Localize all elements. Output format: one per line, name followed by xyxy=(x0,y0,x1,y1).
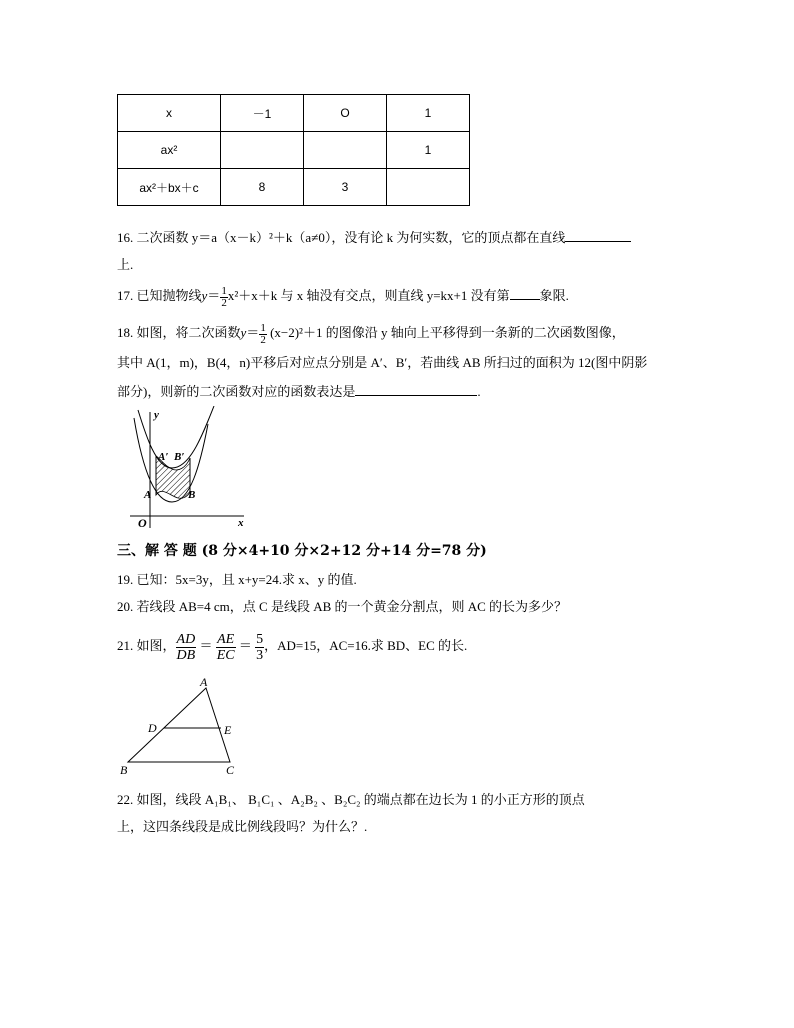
question-18-prefix: 18. 如图，将二次函数 xyxy=(117,325,241,340)
question-18-line3 xyxy=(117,383,481,401)
var-y: y xyxy=(201,288,208,303)
label-e: E xyxy=(224,723,232,737)
table-row xyxy=(118,169,470,206)
fraction-denominator: EC xyxy=(216,647,235,663)
question-21-prefix: 21. 如图， xyxy=(117,638,176,653)
fraction-numerator: AD xyxy=(176,631,196,647)
label-y: y xyxy=(154,409,159,421)
question-19: 19. 已知：5x=3y，且 x+y=24.求 x、y 的值. xyxy=(117,572,357,587)
question-18-line3-text: 部分)，则新的二次函数对应的函数表达是 xyxy=(117,384,356,399)
question-17-expr: x²＋x＋k 与 x 轴没有交点，则直线 y=kx+1 没有第 xyxy=(227,288,510,303)
fraction-numerator: AE xyxy=(217,631,235,647)
answer-blank xyxy=(510,287,540,300)
var-y: y xyxy=(240,325,247,340)
fraction-denominator: 2 xyxy=(260,333,266,346)
question-16-line2: 上. xyxy=(117,257,134,272)
answer-blank xyxy=(355,383,477,396)
table-cell: －1 xyxy=(221,95,304,132)
parabola-figure xyxy=(128,406,250,532)
fraction-half xyxy=(220,286,228,309)
question-22-line2: 上，这四条线段是成比例线段吗？为什么？. xyxy=(117,819,368,834)
fraction-ae-ec xyxy=(216,632,236,663)
fraction-denominator: 3 xyxy=(256,647,264,663)
fraction-ad-db xyxy=(176,632,197,663)
triangle-abc xyxy=(128,688,230,762)
section-heading: 三、解 答 题 (8 分×4+10 分×2+12 分+14 分=78 分) xyxy=(117,543,487,559)
label-b: B xyxy=(120,763,128,777)
label-b: B xyxy=(188,489,196,501)
table-cell xyxy=(387,169,470,206)
fraction-5-3 xyxy=(255,632,264,663)
fraction-numerator: 5 xyxy=(256,631,264,647)
period: . xyxy=(477,384,481,399)
fraction-numerator: 1 xyxy=(260,321,266,334)
table-cell: ax² xyxy=(118,132,221,169)
label-a: A xyxy=(200,676,208,689)
label-x: x xyxy=(238,517,244,529)
value-table xyxy=(117,94,470,206)
question-16-line1: 16. 二次函数 y＝a（x－k）²＋k（a≠0），没有论 k 为何实数，它的顶点都在直线 xyxy=(117,230,566,245)
label-a: A xyxy=(144,489,152,501)
label-origin: O xyxy=(138,516,147,530)
table-cell xyxy=(221,132,304,169)
question-17-prefix: 17. 已知抛物线 xyxy=(117,288,202,303)
question-17-suffix: 象限. xyxy=(539,288,569,303)
fraction-numerator: 1 xyxy=(221,284,227,297)
question-18 xyxy=(117,320,625,346)
triangle-figure xyxy=(116,676,246,780)
question-21: 21. 如图， $\frac{AD}{DB}$ ＝ $\frac{AE}{EC}$ ＝ $\frac{5}{3}$ ，AD=15，AC=16.求 BD、EC 的长. xyxy=(117,631,468,663)
question-17 xyxy=(117,283,569,309)
label-b-prime: B′ xyxy=(174,451,185,463)
question-16 xyxy=(117,229,631,247)
table-cell: ax²＋bx＋c xyxy=(118,169,221,206)
equals-sign: ＝ xyxy=(207,288,221,303)
table-cell: 3 xyxy=(304,169,387,206)
table-cell xyxy=(304,132,387,169)
table-row xyxy=(118,95,470,132)
fraction-denominator: DB xyxy=(176,647,196,663)
answer-blank xyxy=(565,229,631,242)
fraction-denominator: 2 xyxy=(221,296,227,309)
table-cell: 8 xyxy=(221,169,304,206)
question-18-expr: (x−2)²＋1 的图像沿 y 轴向上平移得到一条新的二次函数图像， xyxy=(270,325,625,340)
equals-sign: ＝ xyxy=(246,325,260,340)
label-c: C xyxy=(226,763,235,777)
question-22-line1: 22. 如图，线段 A₁B₁、 B₁C₁ 、A₂B₂ 、B₂C₂ 的端点都在边长为 1 的小正方形的顶点 xyxy=(117,792,585,807)
table-cell: x xyxy=(118,95,221,132)
table-cell: 1 xyxy=(387,95,470,132)
question-21-rest: ，AD=15，AC=16.求 BD、EC 的长. xyxy=(264,638,468,653)
table-cell: 1 xyxy=(387,132,470,169)
fraction-half xyxy=(259,323,267,346)
question-20: 20. 若线段 AB=4 cm，点 C 是线段 AB 的一个黄金分割点，则 AC 的长为多少？ xyxy=(117,599,568,614)
label-a-prime: A′ xyxy=(158,451,169,463)
label-d: D xyxy=(148,721,157,735)
question-18-line2: 其中 A(1，m)，B(4，n)平移后对应点分别是 A′、B′，若曲线 AB 所扫过的面积为 12(图中阴影 xyxy=(117,355,648,370)
table-row xyxy=(118,132,470,169)
table-cell: O xyxy=(304,95,387,132)
